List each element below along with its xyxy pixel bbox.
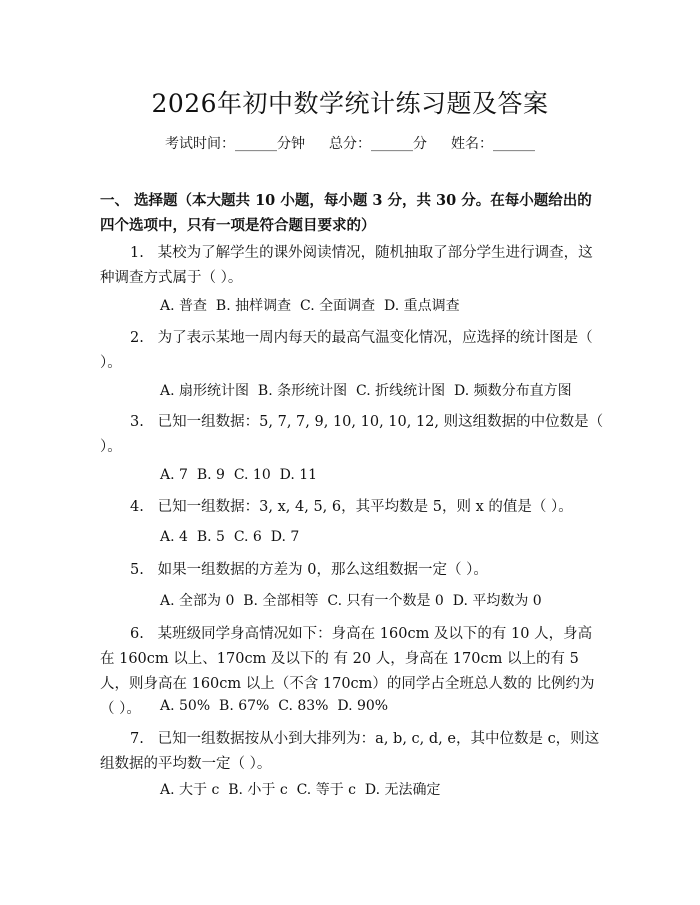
exam-meta: [0, 133, 700, 153]
question-5: [100, 558, 605, 583]
student-name: 姓名：______: [451, 136, 535, 152]
question-1: [100, 241, 605, 291]
question-text: 某校为了解学生的课外阅读情况，随机抽取了部分学生进行调查，这种调查方式属于（ ）。: [100, 245, 593, 286]
question-number: 4.: [130, 499, 144, 515]
question-text: 为了表示某地一周内每天的最高气温变化情况，应选择的统计图是（ ）。: [100, 330, 593, 371]
question-text: 已知一组数据按从小到大排列为：a, b, c, d, e，其中位数是 c，则这组数据的平均数一定（ ）。: [100, 731, 600, 772]
question-2-options: A. 扇形统计图 B. 条形统计图 C. 折线统计图 D. 频数分布直方图: [160, 383, 572, 399]
question-3: [100, 410, 605, 460]
question-4: [100, 495, 605, 520]
question-number: 2.: [130, 330, 144, 346]
total-score: 总分：______分: [329, 136, 427, 152]
question-text: 如果一组数据的方差为 0，那么这组数据一定（ ）。: [157, 562, 488, 578]
question-number: 7.: [130, 731, 144, 747]
question-number: 5.: [130, 562, 144, 578]
question-number: 1.: [130, 245, 144, 261]
question-text: 已知一组数据：3, x, 4, 5, 6，其平均数是 5，则 x 的值是（ ）。: [157, 499, 573, 515]
question-number: 6.: [130, 626, 144, 642]
question-5-options: A. 全部为 0 B. 全部相等 C. 只有一个数是 0 D. 平均数为 0: [160, 593, 542, 609]
question-1-options: A. 普查 B. 抽样调查 C. 全面调查 D. 重点调查: [160, 298, 460, 314]
question-3-options: A. 7 B. 9 C. 10 D. 11: [160, 467, 318, 483]
question-2: [100, 326, 605, 376]
question-6-options: A. 50% B. 67% C. 83% D. 90%: [160, 698, 389, 714]
question-7-options: A. 大于 c B. 小于 c C. 等于 c D. 无法确定: [160, 782, 441, 798]
question-7: [100, 727, 605, 777]
question-text: 已知一组数据：5, 7, 7, 9, 10, 10, 10, 12, 则这组数据的中位数是（ ）。: [100, 414, 604, 455]
question-number: 3.: [130, 414, 144, 430]
page-title: 2026年初中数学统计练习题及答案: [151, 89, 549, 118]
question-text: 某班级同学身高情况如下：身高在 160cm 及以下的有 10 人，身高在 160cm 以上、170cm 及以下的 有 20 人，身高在 170cm 以上的有 5 人，则身高在 160cm 以上（不含 170cm）的同学占全班总人数的 比例约为（ ）。: [100, 626, 595, 717]
section-heading: 一、 选择题（本大题共 10 小题，每小题 3 分，共 30 分。在每小题给出的四个选项中，只有一项是符合题目要求的）: [100, 192, 592, 234]
exam-time: 考试时间：______分钟: [165, 136, 305, 152]
question-4-options: A. 4 B. 5 C. 6 D. 7: [160, 529, 300, 545]
